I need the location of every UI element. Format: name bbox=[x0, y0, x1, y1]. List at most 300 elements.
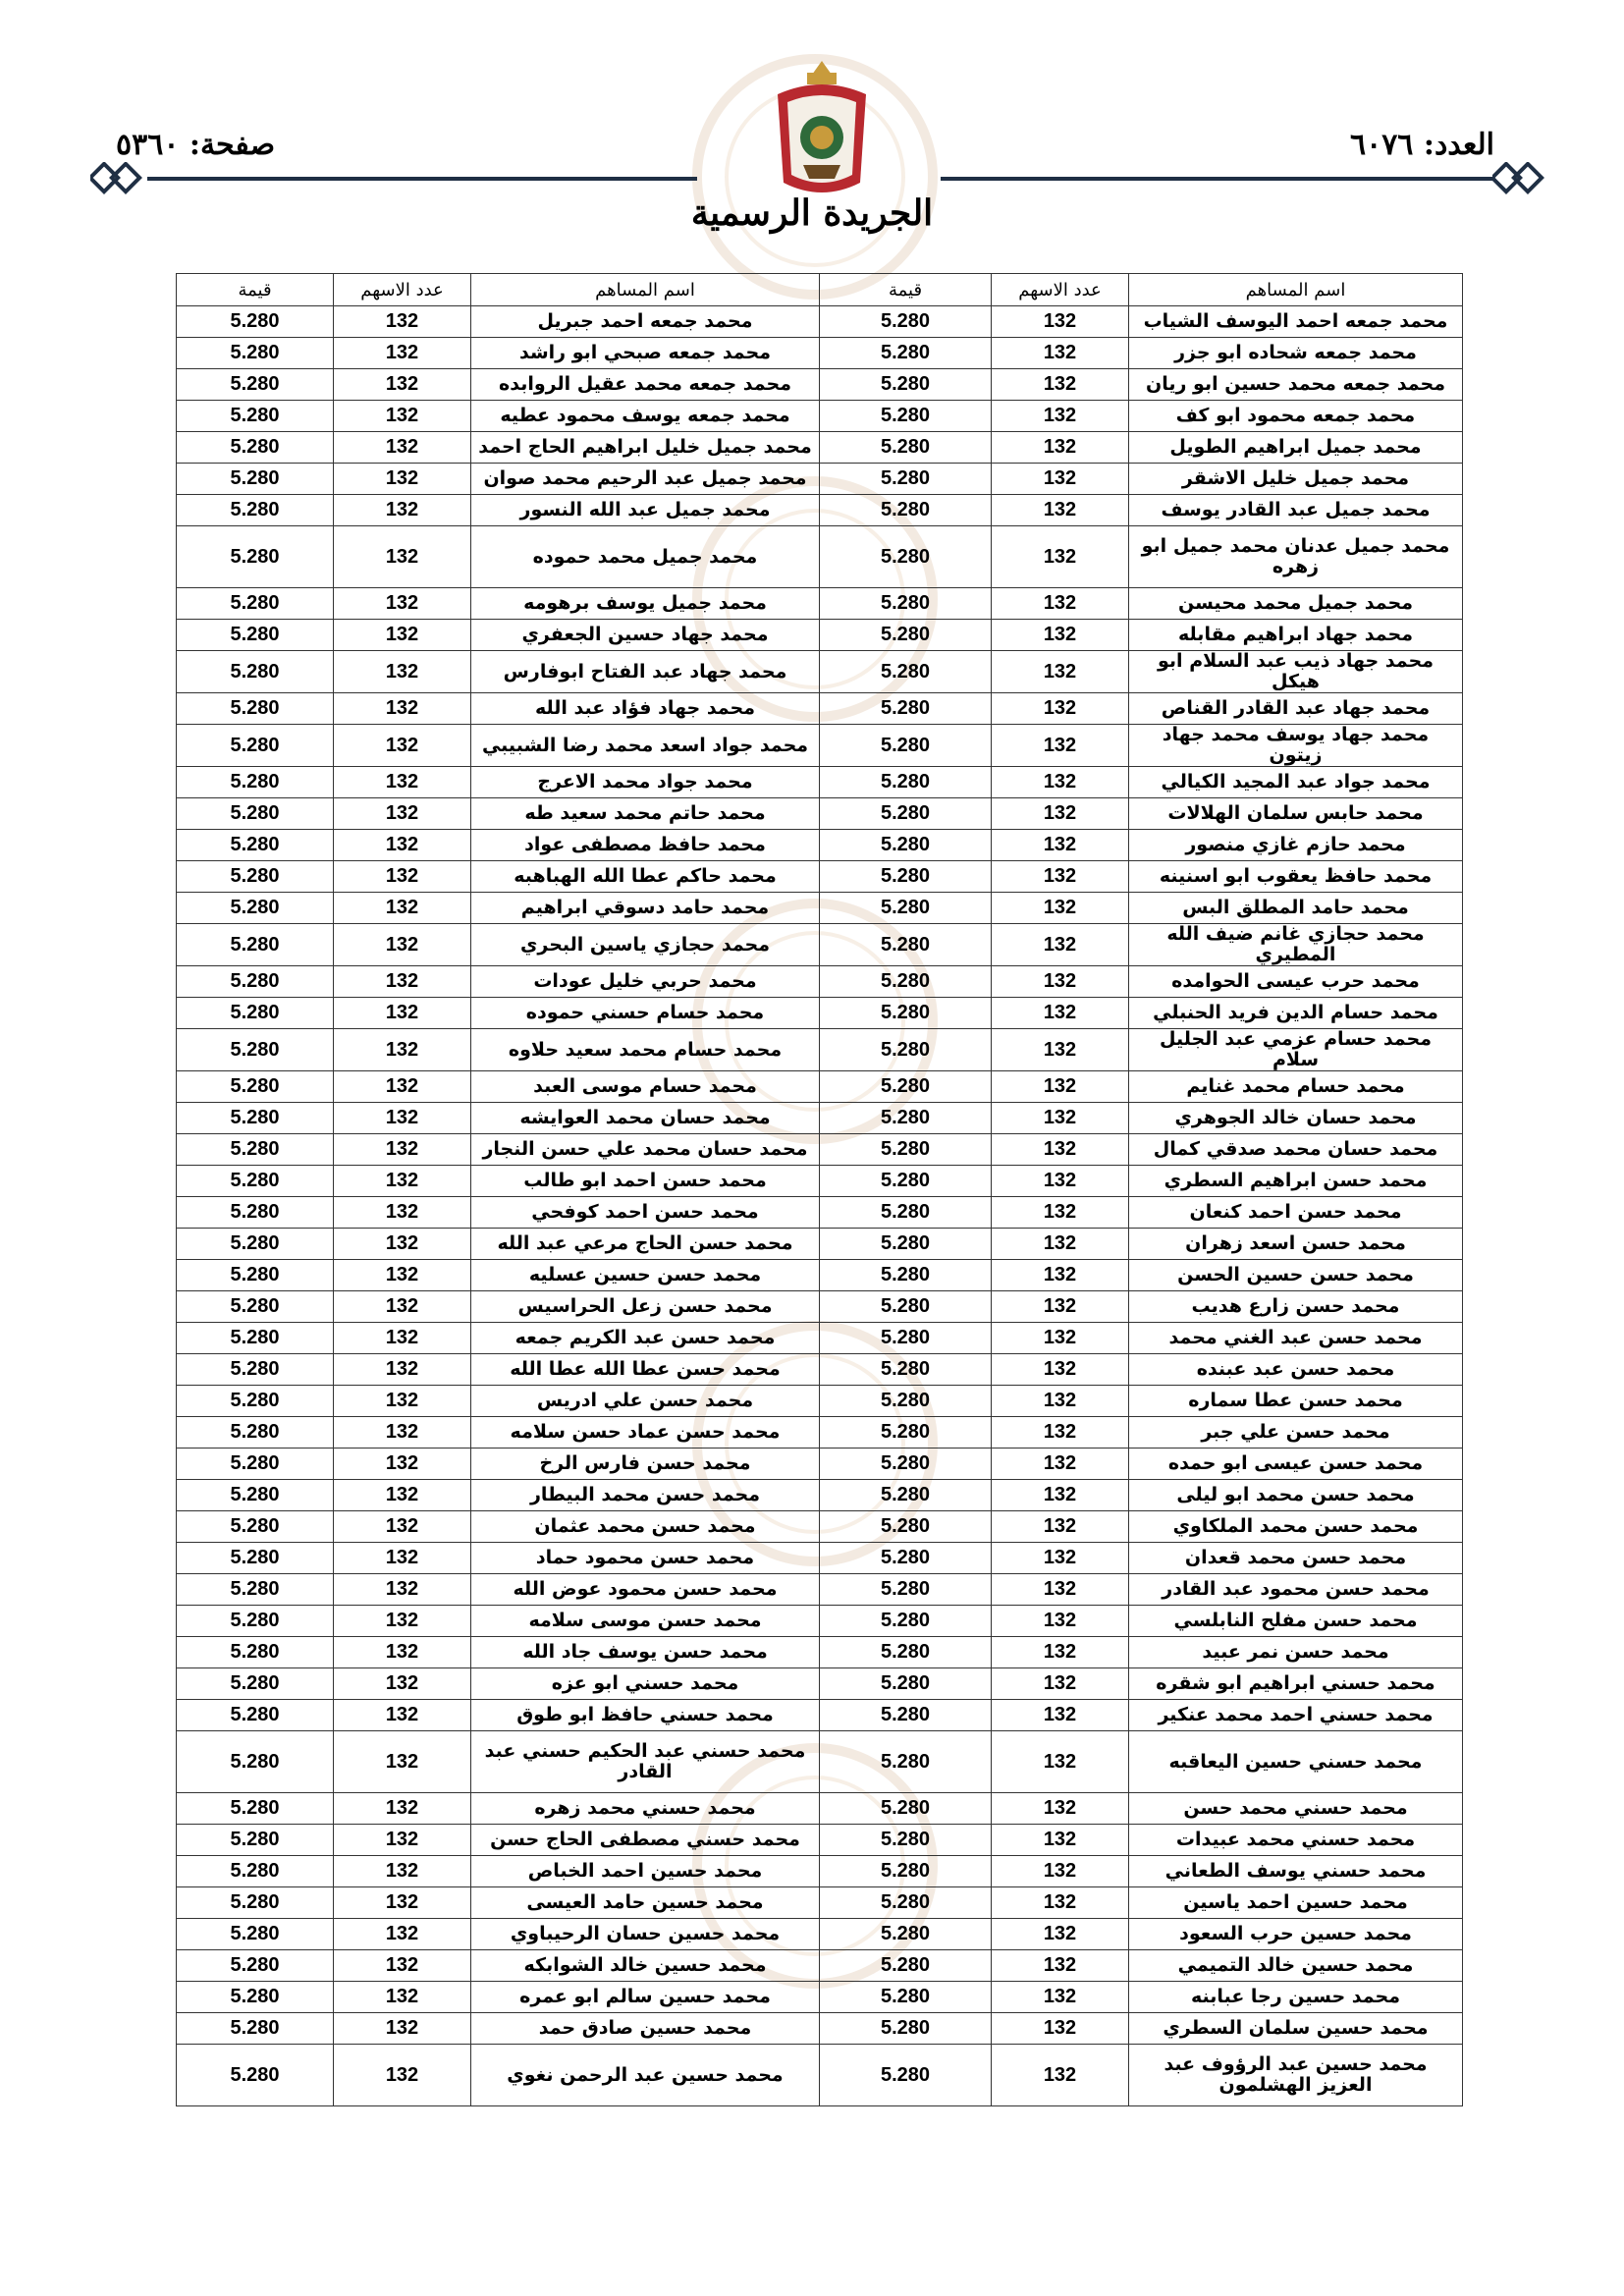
table-row bbox=[177, 495, 1463, 526]
value-cell: 5.280 bbox=[177, 1919, 334, 1950]
table-row bbox=[177, 588, 1463, 620]
shareholder-name-cell: محمد جميل خليل ابراهيم الحاج احمد bbox=[471, 432, 820, 464]
shareholder-name-cell: محمد حسن عيسى ابو حمده bbox=[1129, 1449, 1463, 1480]
shareholder-name-cell: محمد حسن موسى سلامه bbox=[471, 1606, 820, 1637]
shareholders-table bbox=[176, 273, 1463, 2106]
shares-count-cell: 132 bbox=[992, 306, 1129, 338]
table-row bbox=[177, 1606, 1463, 1637]
shareholder-name-cell: محمد حسين صادق حمد bbox=[471, 2013, 820, 2045]
shareholder-name-cell: محمد جهاد فؤاد عبد الله bbox=[471, 693, 820, 725]
shares-count-cell: 132 bbox=[992, 651, 1129, 693]
shareholder-name-cell: محمد حسن احمد كنعان bbox=[1129, 1197, 1463, 1229]
shares-count-cell: 132 bbox=[334, 338, 471, 369]
value-cell: 5.280 bbox=[177, 1103, 334, 1134]
shareholder-name-cell: محمد حرب عيسى الحوامده bbox=[1129, 966, 1463, 998]
shares-count-cell: 132 bbox=[992, 588, 1129, 620]
shareholder-name-cell: محمد حسام عزمي عبد الجليل سلام bbox=[1129, 1029, 1463, 1071]
value-cell: 5.280 bbox=[177, 369, 334, 401]
value-cell: 5.280 bbox=[820, 1574, 992, 1606]
value-cell: 5.280 bbox=[820, 1543, 992, 1574]
value-cell: 5.280 bbox=[177, 725, 334, 767]
shares-count-cell: 132 bbox=[992, 767, 1129, 798]
shareholder-name-cell: محمد حافظ يعقوب ابو اسنينه bbox=[1129, 861, 1463, 893]
shareholder-name-cell: محمد حسني ابراهيم ابو شقره bbox=[1129, 1668, 1463, 1700]
shareholder-name-cell: محمد حاكم عطا الله الهباهبه bbox=[471, 861, 820, 893]
value-cell: 5.280 bbox=[177, 1511, 334, 1543]
value-cell: 5.280 bbox=[820, 861, 992, 893]
table-row bbox=[177, 798, 1463, 830]
value-cell: 5.280 bbox=[177, 1950, 334, 1982]
value-cell: 5.280 bbox=[820, 1260, 992, 1291]
value-cell: 5.280 bbox=[820, 432, 992, 464]
shares-count-cell: 132 bbox=[992, 966, 1129, 998]
value-cell: 5.280 bbox=[177, 1825, 334, 1856]
value-cell: 5.280 bbox=[177, 306, 334, 338]
shares-count-cell: 132 bbox=[992, 620, 1129, 651]
table-row bbox=[177, 1668, 1463, 1700]
table-row bbox=[177, 966, 1463, 998]
shares-count-cell: 132 bbox=[334, 1950, 471, 1982]
value-cell: 5.280 bbox=[177, 798, 334, 830]
value-cell: 5.280 bbox=[820, 464, 992, 495]
value-cell: 5.280 bbox=[820, 1731, 992, 1793]
shareholder-name-cell: محمد حسين حرب السعود bbox=[1129, 1919, 1463, 1950]
shareholder-name-cell: محمد حسام محمد غنايم bbox=[1129, 1071, 1463, 1103]
issue-number: العدد: ٦٠٧٦ bbox=[1349, 128, 1494, 162]
table-row bbox=[177, 1982, 1463, 2013]
table-row bbox=[177, 830, 1463, 861]
value-cell: 5.280 bbox=[177, 767, 334, 798]
value-cell: 5.280 bbox=[820, 2013, 992, 2045]
shareholder-name-cell: محمد حسين رجا عبابنه bbox=[1129, 1982, 1463, 2013]
value-cell: 5.280 bbox=[820, 306, 992, 338]
shares-count-cell: 132 bbox=[334, 1637, 471, 1668]
value-cell: 5.280 bbox=[820, 1449, 992, 1480]
shareholder-name-cell: محمد جمعه محمود ابو كف bbox=[1129, 401, 1463, 432]
shareholder-name-cell: محمد جمعه احمد جبريل bbox=[471, 306, 820, 338]
shareholder-name-cell: محمد حسن عبد الغني محمد bbox=[1129, 1323, 1463, 1354]
value-cell: 5.280 bbox=[820, 1354, 992, 1386]
value-cell: 5.280 bbox=[177, 1354, 334, 1386]
value-cell: 5.280 bbox=[177, 2013, 334, 2045]
value-cell: 5.280 bbox=[820, 1166, 992, 1197]
value-cell: 5.280 bbox=[820, 2045, 992, 2106]
shareholder-name-cell: محمد حسن زعل الحراسيس bbox=[471, 1291, 820, 1323]
value-cell: 5.280 bbox=[177, 1071, 334, 1103]
shareholder-name-cell: محمد حسن حسين عسليه bbox=[471, 1260, 820, 1291]
value-cell: 5.280 bbox=[820, 798, 992, 830]
table-row bbox=[177, 1543, 1463, 1574]
shareholder-name-cell: محمد جهاد ابراهيم مقابله bbox=[1129, 620, 1463, 651]
shareholder-name-cell: محمد حسين عبد الرحمن نغوي bbox=[471, 2045, 820, 2106]
page-title: الجريدة الرسمية bbox=[690, 192, 934, 234]
shares-count-cell: 132 bbox=[334, 1731, 471, 1793]
shareholder-name-cell: محمد حافظ مصطفى عواد bbox=[471, 830, 820, 861]
shares-count-cell: 132 bbox=[334, 998, 471, 1029]
shares-count-cell: 132 bbox=[334, 1793, 471, 1825]
shareholder-name-cell: محمد حسان خالد الجوهري bbox=[1129, 1103, 1463, 1134]
value-cell: 5.280 bbox=[820, 1197, 992, 1229]
shareholder-name-cell: محمد حسني ابو عزه bbox=[471, 1668, 820, 1700]
table-row bbox=[177, 693, 1463, 725]
shareholder-name-cell: محمد حسن احمد ابو طالب bbox=[471, 1166, 820, 1197]
shares-count-cell: 132 bbox=[992, 401, 1129, 432]
table-row bbox=[177, 2045, 1463, 2106]
table-row bbox=[177, 1700, 1463, 1731]
shares-count-cell: 132 bbox=[334, 2045, 471, 2106]
shareholder-name-cell: محمد جميل عبد الرحيم محمد صوان bbox=[471, 464, 820, 495]
shareholder-name-cell: محمد حسني حسين اليعاقبه bbox=[1129, 1731, 1463, 1793]
ornament-icon bbox=[1492, 162, 1545, 195]
table-row bbox=[177, 1856, 1463, 1887]
shares-count-cell: 132 bbox=[334, 1825, 471, 1856]
shareholder-name-cell: محمد جمعه محمد حسين ابو ريان bbox=[1129, 369, 1463, 401]
shareholder-name-cell: محمد حسني احمد محمد عنكير bbox=[1129, 1700, 1463, 1731]
value-cell: 5.280 bbox=[820, 924, 992, 966]
shareholder-name-cell: محمد حامد دسوقي ابراهيم bbox=[471, 893, 820, 924]
table-row bbox=[177, 1825, 1463, 1856]
shares-count-cell: 132 bbox=[334, 464, 471, 495]
shareholder-name-cell: محمد جهاد ذيب عبد السلام ابو هيكل bbox=[1129, 651, 1463, 693]
table-row bbox=[177, 306, 1463, 338]
value-cell: 5.280 bbox=[820, 1071, 992, 1103]
shares-count-cell: 132 bbox=[334, 651, 471, 693]
value-cell: 5.280 bbox=[820, 588, 992, 620]
shareholder-name-cell: محمد حسين عبد الرؤوف عبد العزيز الهشلمون bbox=[1129, 2045, 1463, 2106]
shares-count-cell: 132 bbox=[992, 495, 1129, 526]
value-cell: 5.280 bbox=[820, 1029, 992, 1071]
shares-count-cell: 132 bbox=[334, 369, 471, 401]
shareholder-name-cell: محمد حجازي غانم ضيف الله المطيري bbox=[1129, 924, 1463, 966]
shareholder-name-cell: محمد جواد عبد المجيد الكيالي bbox=[1129, 767, 1463, 798]
shareholder-name-cell: محمد جميل محمد حموده bbox=[471, 526, 820, 588]
shareholder-name-cell: محمد حسن الحاج مرعي عبد الله bbox=[471, 1229, 820, 1260]
shareholder-name-cell: محمد حسن عبد عبنده bbox=[1129, 1354, 1463, 1386]
value-cell: 5.280 bbox=[177, 693, 334, 725]
table-row bbox=[177, 1354, 1463, 1386]
table-row bbox=[177, 432, 1463, 464]
table-row bbox=[177, 464, 1463, 495]
shares-count-cell: 132 bbox=[992, 338, 1129, 369]
table-row bbox=[177, 369, 1463, 401]
value-cell: 5.280 bbox=[177, 1197, 334, 1229]
shares-count-cell: 132 bbox=[992, 1291, 1129, 1323]
table-row bbox=[177, 1417, 1463, 1449]
shares-count-cell: 132 bbox=[334, 1134, 471, 1166]
shares-count-cell: 132 bbox=[334, 526, 471, 588]
value-cell: 5.280 bbox=[820, 1480, 992, 1511]
value-cell: 5.280 bbox=[177, 1793, 334, 1825]
shares-count-cell: 132 bbox=[992, 1386, 1129, 1417]
table-row bbox=[177, 401, 1463, 432]
shares-count-cell: 132 bbox=[992, 1574, 1129, 1606]
shares-count-cell: 132 bbox=[992, 1103, 1129, 1134]
shareholder-name-cell: محمد حسن عطا الله عطا الله bbox=[471, 1354, 820, 1386]
shareholder-name-cell: محمد حسن اسعد زهران bbox=[1129, 1229, 1463, 1260]
shareholder-name-cell: محمد حسان محمد العوايشه bbox=[471, 1103, 820, 1134]
value-cell: 5.280 bbox=[177, 1731, 334, 1793]
value-cell: 5.280 bbox=[177, 1668, 334, 1700]
shares-count-cell: 132 bbox=[992, 1354, 1129, 1386]
shareholder-name-cell: محمد حسين خالد الشوابكه bbox=[471, 1950, 820, 1982]
value-cell: 5.280 bbox=[820, 725, 992, 767]
shares-count-cell: 132 bbox=[334, 1887, 471, 1919]
value-cell: 5.280 bbox=[820, 830, 992, 861]
value-cell: 5.280 bbox=[177, 651, 334, 693]
header-rule-left bbox=[147, 177, 697, 181]
value-cell: 5.280 bbox=[177, 1982, 334, 2013]
value-cell: 5.280 bbox=[820, 1856, 992, 1887]
value-cell: 5.280 bbox=[177, 1574, 334, 1606]
value-cell: 5.280 bbox=[177, 1229, 334, 1260]
shares-count-cell: 132 bbox=[992, 1197, 1129, 1229]
shareholder-name-cell: محمد حسني مصطفى الحاج حسن bbox=[471, 1825, 820, 1856]
shares-count-cell: 132 bbox=[992, 1668, 1129, 1700]
shareholder-name-cell: محمد حسين سالم ابو عمره bbox=[471, 1982, 820, 2013]
shares-count-cell: 132 bbox=[992, 1856, 1129, 1887]
value-cell: 5.280 bbox=[177, 1856, 334, 1887]
shareholder-name-cell: محمد حسن زارع هديب bbox=[1129, 1291, 1463, 1323]
table-row bbox=[177, 1323, 1463, 1354]
table-row bbox=[177, 1449, 1463, 1480]
shares-count-cell: 132 bbox=[992, 1982, 1129, 2013]
table-row bbox=[177, 1103, 1463, 1134]
table-row bbox=[177, 1731, 1463, 1793]
shares-count-cell: 132 bbox=[992, 464, 1129, 495]
value-cell: 5.280 bbox=[177, 1166, 334, 1197]
shares-count-cell: 132 bbox=[992, 861, 1129, 893]
shareholder-name-cell: محمد حاتم محمد سعيد طه bbox=[471, 798, 820, 830]
value-cell: 5.280 bbox=[820, 651, 992, 693]
value-cell: 5.280 bbox=[177, 830, 334, 861]
shareholder-name-cell: محمد جهاد عبد الفتاح ابوفارس bbox=[471, 651, 820, 693]
column-header: اسم المساهم bbox=[471, 274, 820, 306]
shareholder-name-cell: محمد حسن عبد الكريم جمعه bbox=[471, 1323, 820, 1354]
column-header: عدد الاسهم bbox=[992, 274, 1129, 306]
shares-count-cell: 132 bbox=[992, 1417, 1129, 1449]
value-cell: 5.280 bbox=[177, 966, 334, 998]
shareholder-name-cell: محمد حابس سلمان الهلالات bbox=[1129, 798, 1463, 830]
value-cell: 5.280 bbox=[820, 1700, 992, 1731]
shareholder-name-cell: محمد حسين حسان الرحيباوي bbox=[471, 1919, 820, 1950]
shares-count-cell: 132 bbox=[992, 1887, 1129, 1919]
column-header: اسم المساهم bbox=[1129, 274, 1463, 306]
shares-count-cell: 132 bbox=[992, 1825, 1129, 1856]
table-row bbox=[177, 1166, 1463, 1197]
shareholder-name-cell: محمد جمعه شحاده ابو جزر bbox=[1129, 338, 1463, 369]
column-header: عدد الاسهم bbox=[334, 274, 471, 306]
table-row bbox=[177, 1134, 1463, 1166]
table-row bbox=[177, 725, 1463, 767]
shares-count-cell: 132 bbox=[334, 893, 471, 924]
shares-count-cell: 132 bbox=[334, 306, 471, 338]
value-cell: 5.280 bbox=[820, 526, 992, 588]
shareholder-name-cell: محمد حسن نمر عبيد bbox=[1129, 1637, 1463, 1668]
shareholder-name-cell: محمد جمعه محمد عقيل الروابده bbox=[471, 369, 820, 401]
shareholder-name-cell: محمد جهاد حسين الجعفري bbox=[471, 620, 820, 651]
shares-count-cell: 132 bbox=[334, 1919, 471, 1950]
value-cell: 5.280 bbox=[177, 1291, 334, 1323]
shares-count-cell: 132 bbox=[992, 1950, 1129, 1982]
value-cell: 5.280 bbox=[177, 998, 334, 1029]
shareholder-name-cell: محمد حسن احمد كوفحي bbox=[471, 1197, 820, 1229]
shareholder-name-cell: محمد جمعه يوسف محمود عطيه bbox=[471, 401, 820, 432]
table-row bbox=[177, 620, 1463, 651]
table-row bbox=[177, 1637, 1463, 1668]
shares-count-cell: 132 bbox=[334, 1982, 471, 2013]
value-cell: 5.280 bbox=[177, 924, 334, 966]
table-row bbox=[177, 2013, 1463, 2045]
shareholder-name-cell: محمد جميل عبد القادر يوسف bbox=[1129, 495, 1463, 526]
value-cell: 5.280 bbox=[177, 495, 334, 526]
value-cell: 5.280 bbox=[820, 1950, 992, 1982]
value-cell: 5.280 bbox=[177, 1417, 334, 1449]
coat-of-arms-icon bbox=[764, 55, 880, 200]
value-cell: 5.280 bbox=[820, 1417, 992, 1449]
shareholder-name-cell: محمد حسان محمد علي حسن النجار bbox=[471, 1134, 820, 1166]
value-cell: 5.280 bbox=[820, 401, 992, 432]
shares-count-cell: 132 bbox=[334, 924, 471, 966]
shares-count-cell: 132 bbox=[334, 1480, 471, 1511]
value-cell: 5.280 bbox=[820, 1229, 992, 1260]
shares-count-cell: 132 bbox=[334, 1449, 471, 1480]
value-cell: 5.280 bbox=[820, 966, 992, 998]
table-row bbox=[177, 767, 1463, 798]
value-cell: 5.280 bbox=[177, 1386, 334, 1417]
value-cell: 5.280 bbox=[177, 432, 334, 464]
value-cell: 5.280 bbox=[177, 401, 334, 432]
shareholder-name-cell: محمد جواد اسعد محمد رضا الشبيبي bbox=[471, 725, 820, 767]
table-row bbox=[177, 526, 1463, 588]
value-cell: 5.280 bbox=[820, 369, 992, 401]
shares-count-cell: 132 bbox=[334, 767, 471, 798]
shareholder-name-cell: محمد حسن عطا سماره bbox=[1129, 1386, 1463, 1417]
table-row bbox=[177, 1574, 1463, 1606]
ornament-icon bbox=[90, 162, 143, 195]
value-cell: 5.280 bbox=[820, 1386, 992, 1417]
shares-count-cell: 132 bbox=[334, 1029, 471, 1071]
table-row bbox=[177, 1229, 1463, 1260]
shareholder-name-cell: محمد حامد المطلق البس bbox=[1129, 893, 1463, 924]
shares-count-cell: 132 bbox=[334, 588, 471, 620]
value-cell: 5.280 bbox=[177, 526, 334, 588]
shares-count-cell: 132 bbox=[334, 1354, 471, 1386]
value-cell: 5.280 bbox=[820, 1919, 992, 1950]
table-row bbox=[177, 924, 1463, 966]
value-cell: 5.280 bbox=[820, 1825, 992, 1856]
shareholder-name-cell: محمد حجازي ياسين البحري bbox=[471, 924, 820, 966]
shares-count-cell: 132 bbox=[992, 369, 1129, 401]
table-row bbox=[177, 1071, 1463, 1103]
shares-count-cell: 132 bbox=[992, 1606, 1129, 1637]
shares-count-cell: 132 bbox=[334, 1668, 471, 1700]
table-row bbox=[177, 1386, 1463, 1417]
shares-count-cell: 132 bbox=[992, 1323, 1129, 1354]
shares-count-cell: 132 bbox=[334, 1103, 471, 1134]
shares-count-cell: 132 bbox=[334, 432, 471, 464]
shares-count-cell: 132 bbox=[992, 1919, 1129, 1950]
value-cell: 5.280 bbox=[177, 620, 334, 651]
shares-count-cell: 132 bbox=[992, 830, 1129, 861]
shares-count-cell: 132 bbox=[334, 1197, 471, 1229]
value-cell: 5.280 bbox=[820, 1637, 992, 1668]
value-cell: 5.280 bbox=[820, 1793, 992, 1825]
shares-count-cell: 132 bbox=[992, 1700, 1129, 1731]
value-cell: 5.280 bbox=[820, 495, 992, 526]
shareholder-name-cell: محمد حسين حامد العيسى bbox=[471, 1887, 820, 1919]
shares-count-cell: 132 bbox=[992, 1229, 1129, 1260]
table-row bbox=[177, 1950, 1463, 1982]
shares-count-cell: 132 bbox=[334, 725, 471, 767]
shares-count-cell: 132 bbox=[334, 798, 471, 830]
value-cell: 5.280 bbox=[820, 1511, 992, 1543]
shareholder-name-cell: محمد حسن علي جبر bbox=[1129, 1417, 1463, 1449]
shares-count-cell: 132 bbox=[992, 1793, 1129, 1825]
table-header-row bbox=[177, 274, 1463, 306]
shares-count-cell: 132 bbox=[992, 1480, 1129, 1511]
shares-count-cell: 132 bbox=[992, 432, 1129, 464]
shares-count-cell: 132 bbox=[992, 2045, 1129, 2106]
shareholder-name-cell: محمد جميل ابراهيم الطويل bbox=[1129, 432, 1463, 464]
shareholder-name-cell: محمد حسام الدين فريد الحنبلي bbox=[1129, 998, 1463, 1029]
shares-count-cell: 132 bbox=[992, 798, 1129, 830]
shares-count-cell: 132 bbox=[992, 893, 1129, 924]
shareholder-name-cell: محمد حسام حسني حموده bbox=[471, 998, 820, 1029]
shares-count-cell: 132 bbox=[334, 1071, 471, 1103]
shares-count-cell: 132 bbox=[992, 1449, 1129, 1480]
shareholder-name-cell: محمد حسن محمود حماد bbox=[471, 1543, 820, 1574]
table-row bbox=[177, 1029, 1463, 1071]
value-cell: 5.280 bbox=[820, 1323, 992, 1354]
value-cell: 5.280 bbox=[177, 588, 334, 620]
value-cell: 5.280 bbox=[177, 861, 334, 893]
shareholder-name-cell: محمد جهاد عبد القادر القناص bbox=[1129, 693, 1463, 725]
shareholder-name-cell: محمد جميل خليل الاشقر bbox=[1129, 464, 1463, 495]
shareholder-name-cell: محمد جميل عبد الله النسور bbox=[471, 495, 820, 526]
shareholder-name-cell: محمد حسن محمود عوض الله bbox=[471, 1574, 820, 1606]
shareholder-name-cell: محمد حسين احمد الخباص bbox=[471, 1856, 820, 1887]
shares-count-cell: 132 bbox=[334, 1574, 471, 1606]
shares-count-cell: 132 bbox=[334, 2013, 471, 2045]
shareholder-name-cell: محمد حازم غازي منصور bbox=[1129, 830, 1463, 861]
value-cell: 5.280 bbox=[820, 1291, 992, 1323]
value-cell: 5.280 bbox=[820, 1982, 992, 2013]
value-cell: 5.280 bbox=[177, 1480, 334, 1511]
value-cell: 5.280 bbox=[820, 693, 992, 725]
shareholder-name-cell: محمد جمعه صبحي ابو راشد bbox=[471, 338, 820, 369]
shares-count-cell: 132 bbox=[992, 1731, 1129, 1793]
shareholder-name-cell: محمد حسن محمد عثمان bbox=[471, 1511, 820, 1543]
column-header: قيمة bbox=[177, 274, 334, 306]
shares-count-cell: 132 bbox=[334, 1291, 471, 1323]
table-row bbox=[177, 893, 1463, 924]
shares-count-cell: 132 bbox=[992, 526, 1129, 588]
value-cell: 5.280 bbox=[177, 1887, 334, 1919]
table-row bbox=[177, 861, 1463, 893]
shares-count-cell: 132 bbox=[992, 924, 1129, 966]
shareholder-name-cell: محمد حسين خالد التميمي bbox=[1129, 1950, 1463, 1982]
value-cell: 5.280 bbox=[177, 1637, 334, 1668]
value-cell: 5.280 bbox=[177, 464, 334, 495]
table-row bbox=[177, 338, 1463, 369]
shares-count-cell: 132 bbox=[992, 2013, 1129, 2045]
shares-count-cell: 132 bbox=[992, 1260, 1129, 1291]
shareholder-name-cell: محمد حسام موسى العبد bbox=[471, 1071, 820, 1103]
shareholder-name-cell: محمد حسن يوسف جاد الله bbox=[471, 1637, 820, 1668]
shares-count-cell: 132 bbox=[334, 1323, 471, 1354]
shares-count-cell: 132 bbox=[334, 1606, 471, 1637]
shareholder-name-cell: محمد جميل محمد محيسن bbox=[1129, 588, 1463, 620]
